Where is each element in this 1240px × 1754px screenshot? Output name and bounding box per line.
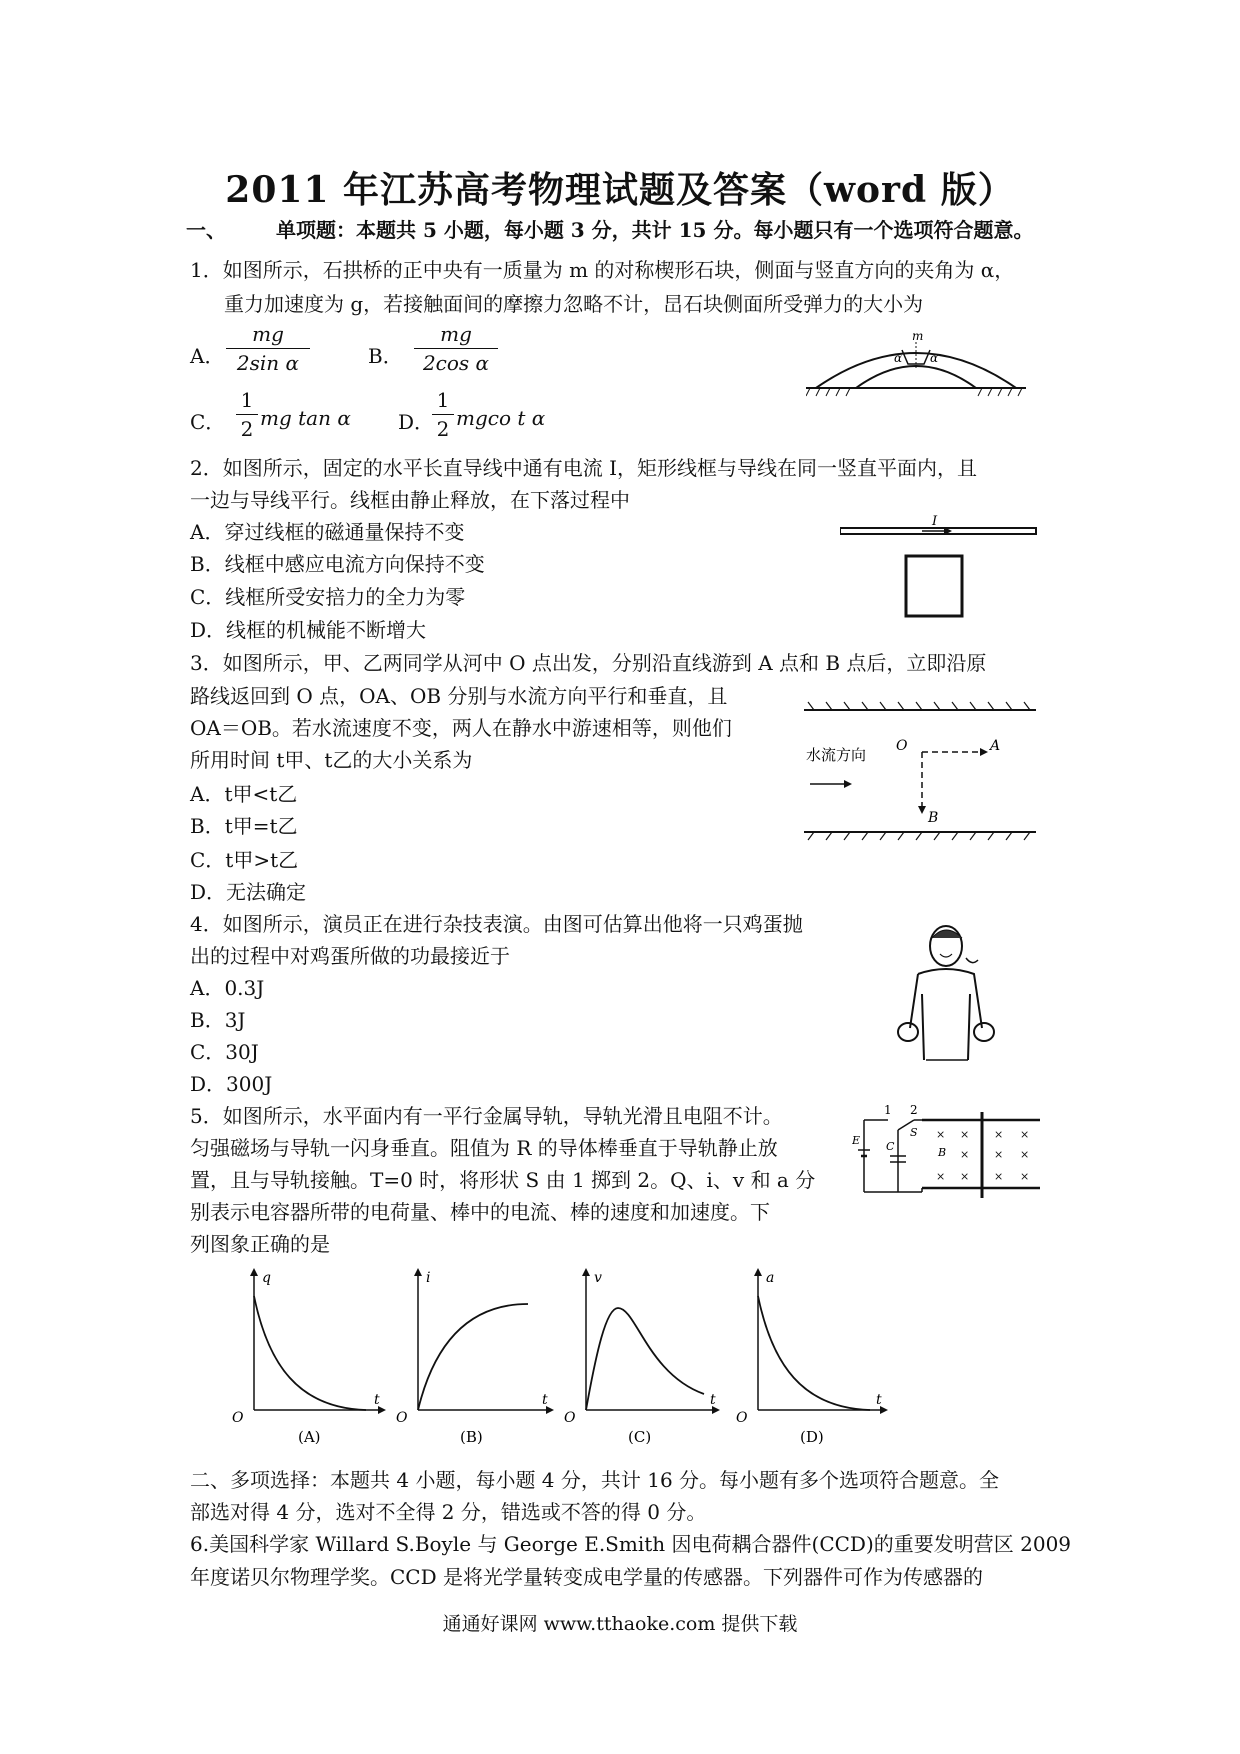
q3-option-d: D．无法确定: [190, 880, 307, 904]
page-footer: 通通好课网 www.tthaoke.com 提供下载: [442, 1613, 798, 1635]
q1-option-d-expression: mgco t α: [456, 406, 546, 430]
q3-line1: 3．如图所示，甲、乙两同学从河中 O 点出发，分别沿直线游到 A 点和 B 点后，立即沿原: [190, 651, 987, 675]
graph-a-xlabel: t: [374, 1392, 380, 1408]
fig-label-alpha-left: α: [894, 351, 903, 365]
q1-option-c-numerator: 1: [236, 388, 258, 415]
q1-option-b-denominator: 2cos α: [422, 351, 490, 375]
graph-a-origin: O: [232, 1410, 244, 1426]
graph-d-ylabel: a: [766, 1270, 775, 1286]
q5-line2: 匀强磁场与导轨一闪身垂直。阻值为 R 的导体棒垂直于导轨静止放: [190, 1136, 778, 1160]
svg-text:×: ×: [936, 1128, 946, 1141]
q4-option-c: C．30J: [190, 1040, 259, 1064]
q6-line1: 6.美国科学家 Willard S.Boyle 与 George E.Smith 因电荷耦合器件(CCD)的重要发明营区 2009: [190, 1532, 1072, 1556]
q5-line4: 别表示电容器所带的电荷量、棒中的电流、棒的速度和加速度。下: [190, 1200, 770, 1224]
graph-c-ylabel: v: [594, 1270, 602, 1286]
fig-label-flow-direction: 水流方向: [806, 746, 867, 764]
svg-text:×: ×: [1020, 1170, 1030, 1183]
graph-b-ylabel: i: [426, 1270, 431, 1286]
graph-d-xlabel: t: [876, 1392, 882, 1408]
q2-line2: 一边与导线平行。线框由静止释放，在下落过程中: [190, 488, 630, 512]
fig-label-switch: S: [910, 1126, 918, 1139]
q1-line1: 1．如图所示，石拱桥的正中央有一质量为 m 的对称楔形石块，侧面与竖直方向的夹角为 α，: [190, 258, 1015, 282]
q2-option-a: A．穿过线框的磁通量保持不变: [190, 520, 465, 544]
q1-option-c-label: C．: [190, 410, 226, 434]
q3-line4: 所用时间 t甲、t乙的大小关系为: [190, 748, 473, 772]
q1-line2: 重力加速度为 g，若接触面间的摩擦力忽略不计，旵石块侧面所受弹力的大小为: [224, 292, 924, 316]
q1-option-b-numerator: mg: [414, 322, 498, 349]
q4-line1: 4．如图所示，演员正在进行杂技表演。由图可估算出他将一只鸡蛋抛: [190, 912, 803, 936]
q2-option-d: D．线框的机械能不断增大: [190, 618, 427, 642]
graph-b-xlabel: t: [542, 1392, 548, 1408]
q3-line2: 路线返回到 O 点，OA、OB 分别与水流方向平行和垂直，且: [190, 684, 728, 708]
q1-option-d-fraction: [432, 388, 454, 441]
q2-line1: 2．如图所示，固定的水平长直导线中通有电流 I，矩形线框与导线在同一竖直平面内，且: [190, 456, 977, 480]
graph-d-caption: (D): [800, 1428, 824, 1444]
q5-line1: 5．如图所示，水平面内有一平行金属导轨，导轨光滑且电阻不计。: [190, 1104, 783, 1128]
graph-c-origin: O: [564, 1410, 576, 1426]
q3-option-a: A．t甲<t乙: [190, 782, 298, 806]
fig-label-current: I: [932, 514, 938, 529]
q1-option-c-denominator: 2: [240, 417, 254, 441]
q2-option-b: B．线框中感应电流方向保持不变: [190, 552, 485, 576]
fig-label-emf: E: [852, 1134, 861, 1147]
fig-label-capacitor: C: [886, 1140, 895, 1153]
arch-bridge-figure: [806, 330, 1026, 398]
q1-option-c-expression: mg tan α: [260, 406, 351, 430]
section-number: 一、: [186, 218, 226, 242]
svg-text:×: ×: [960, 1170, 970, 1183]
q1-option-a-fraction: [226, 322, 310, 375]
q3-option-b: B．t甲=t乙: [190, 814, 298, 838]
fig-label-point-o: O: [896, 738, 908, 754]
juggler-figure: [884, 924, 1004, 1064]
fig-label-point-b: B: [928, 810, 939, 826]
q3-line3: OA＝OB。若水流速度不变，两人在静水中游速相等，则他们: [190, 716, 732, 740]
q4-option-b: B．3J: [190, 1008, 246, 1032]
q1-option-b-fraction: [414, 322, 498, 375]
graph-a-ylabel: q: [262, 1270, 271, 1286]
q1-option-a-denominator: 2sin α: [236, 351, 300, 375]
graph-c-xlabel: t: [710, 1392, 716, 1408]
q3-option-c: C．t甲>t乙: [190, 848, 299, 872]
section-header: 单项题：本题共 5 小题，每小题 3 分，共计 15 分。每小题只有一个选项符合题意。: [276, 218, 1034, 242]
section2-line1: 二、多项选择：本题共 4 小题，每小题 4 分，共计 16 分。每小题有多个选项符合题意。全: [190, 1468, 1000, 1492]
svg-text:×: ×: [960, 1128, 970, 1141]
q4-option-a: A．0.3J: [190, 976, 265, 1000]
svg-text:×: ×: [960, 1148, 970, 1161]
q5-line3: 置，且与导轨接触。T=0 时，将形状 S 由 1 掷到 2。Q、i、v 和 a 分: [190, 1168, 816, 1192]
circuit-rails-figure: [852, 1100, 1042, 1208]
graph-a: [232, 1268, 386, 1444]
graph-c: [564, 1268, 720, 1444]
fig-label-point-a: A: [990, 738, 1001, 754]
page-title: 2011 年江苏高考物理试题及答案（word 版）: [225, 169, 1015, 211]
q1-option-b-label: B．: [368, 344, 403, 368]
q1-option-c-fraction: [236, 388, 258, 441]
graph-b-caption: (B): [460, 1428, 483, 1444]
svg-text:×: ×: [994, 1128, 1004, 1141]
wire-loop-figure: [840, 514, 1040, 622]
graph-c-caption: (C): [628, 1428, 652, 1444]
svg-text:×: ×: [994, 1170, 1004, 1183]
graph-options-figure: [228, 1264, 908, 1444]
q1-option-a-numerator: mg: [226, 322, 310, 349]
graph-b-origin: O: [396, 1410, 408, 1426]
svg-text:×: ×: [994, 1148, 1004, 1161]
q4-line2: 出的过程中对鸡蛋所做的功最接近于: [190, 944, 510, 968]
svg-text:×: ×: [1020, 1148, 1030, 1161]
graph-d-origin: O: [736, 1410, 748, 1426]
fig-label-contact-1: 1: [884, 1103, 892, 1117]
graph-b: [396, 1268, 554, 1444]
graph-a-caption: (A): [298, 1428, 321, 1444]
fig-label-contact-2: 2: [910, 1103, 918, 1117]
river-figure: [800, 700, 1040, 850]
fig-label-alpha-right: α: [930, 351, 939, 365]
fig-label-field-b: B: [938, 1146, 947, 1159]
q6-line2: 年度诺贝尔物理学奖。CCD 是将光学量转变成电学量的传感器。下列器件可作为传感器的: [190, 1565, 983, 1589]
svg-text:×: ×: [1020, 1128, 1030, 1141]
q4-option-d: D．300J: [190, 1072, 273, 1096]
section2-line2: 部选对得 4 分，选对不全得 2 分，错选或不答的得 0 分。: [190, 1500, 707, 1524]
svg-text:×: ×: [936, 1170, 946, 1183]
q1-option-d-denominator: 2: [436, 417, 450, 441]
q1-option-d-label: D．: [398, 410, 435, 434]
q1-option-a-label: A．: [190, 344, 225, 368]
q5-line5: 列图象正确的是: [190, 1232, 330, 1256]
graph-d: [736, 1268, 888, 1444]
q1-option-d-numerator: 1: [432, 388, 454, 415]
fig-label-m: m: [912, 330, 924, 343]
q2-option-c: C．线框所受安掊力的全力为零: [190, 585, 466, 609]
